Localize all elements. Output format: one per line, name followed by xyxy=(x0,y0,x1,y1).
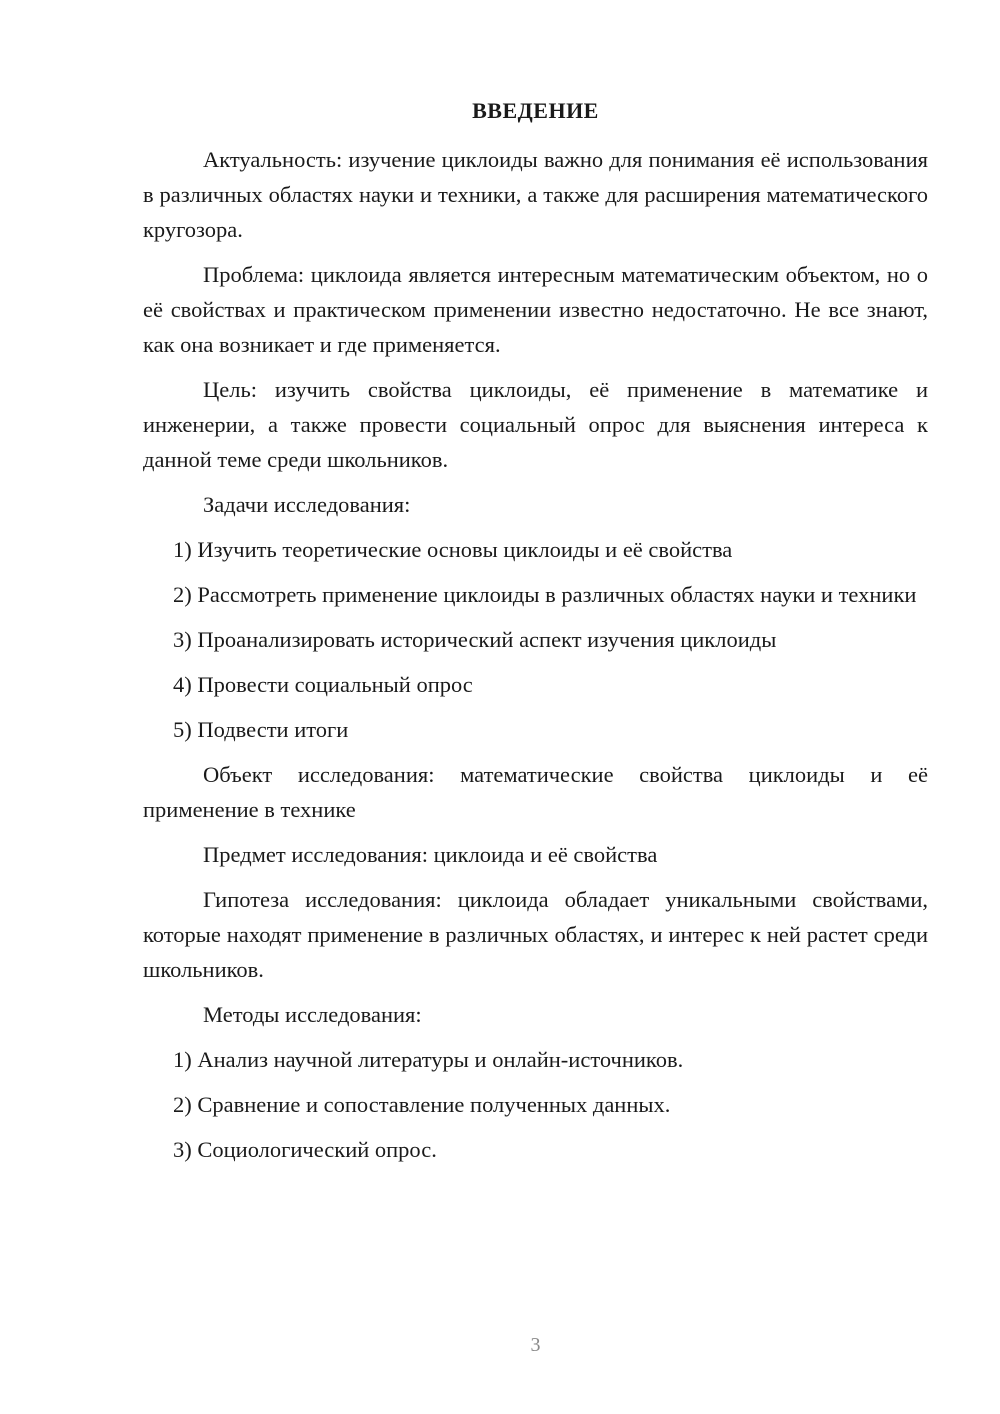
task-item-5: 5) Подвести итоги xyxy=(173,717,349,742)
paragraph-subject: Предмет исследования: циклоида и её свойства xyxy=(203,842,658,867)
task-item-1: 1) Изучить теоретические основы циклоиды и её свойства xyxy=(173,537,733,562)
paragraph-problem: Проблема: циклоида является интересным математическим объектом, но о её свойствах и практическом применении известно недостаточно. Не все знают, как она возникает и где применяется. xyxy=(143,262,928,357)
paragraph-relevance: Актуальность: изучение циклоиды важно для понимания её использования в различных областях науки и техники, а также для расширения математического кругозора. xyxy=(143,147,928,242)
method-item-2: 2) Сравнение и сопоставление полученных данных. xyxy=(173,1092,671,1117)
paragraph-hypothesis: Гипотеза исследования: циклоида обладает уникальными свойствами, которые находят применение в различных областях, и интерес к ней растет среди школьников. xyxy=(143,887,928,982)
method-item-1: 1) Анализ научной литературы и онлайн-источников. xyxy=(173,1047,684,1072)
paragraph-methods-heading: Методы исследования: xyxy=(203,1002,422,1027)
paragraph-tasks-heading: Задачи исследования: xyxy=(203,492,411,517)
paragraph-goal: Цель: изучить свойства циклоиды, её применение в математике и инженерии, а также провести социальный опрос для выяснения интереса к данной теме среди школьников. xyxy=(143,377,928,472)
method-item-3: 3) Социологический опрос. xyxy=(173,1137,437,1162)
document-body xyxy=(143,142,928,1177)
page-title: ВВЕДЕНИЕ xyxy=(472,98,599,123)
paragraph-object: Объект исследования: математические свойства циклоиды и её применение в технике xyxy=(143,762,928,822)
page-number: 3 xyxy=(530,1334,541,1356)
task-item-2: 2) Рассмотреть применение циклоиды в различных областях науки и техники xyxy=(173,582,917,607)
task-item-4: 4) Провести социальный опрос xyxy=(173,672,473,697)
task-item-3: 3) Проанализировать исторический аспект изучения циклоиды xyxy=(173,627,777,652)
